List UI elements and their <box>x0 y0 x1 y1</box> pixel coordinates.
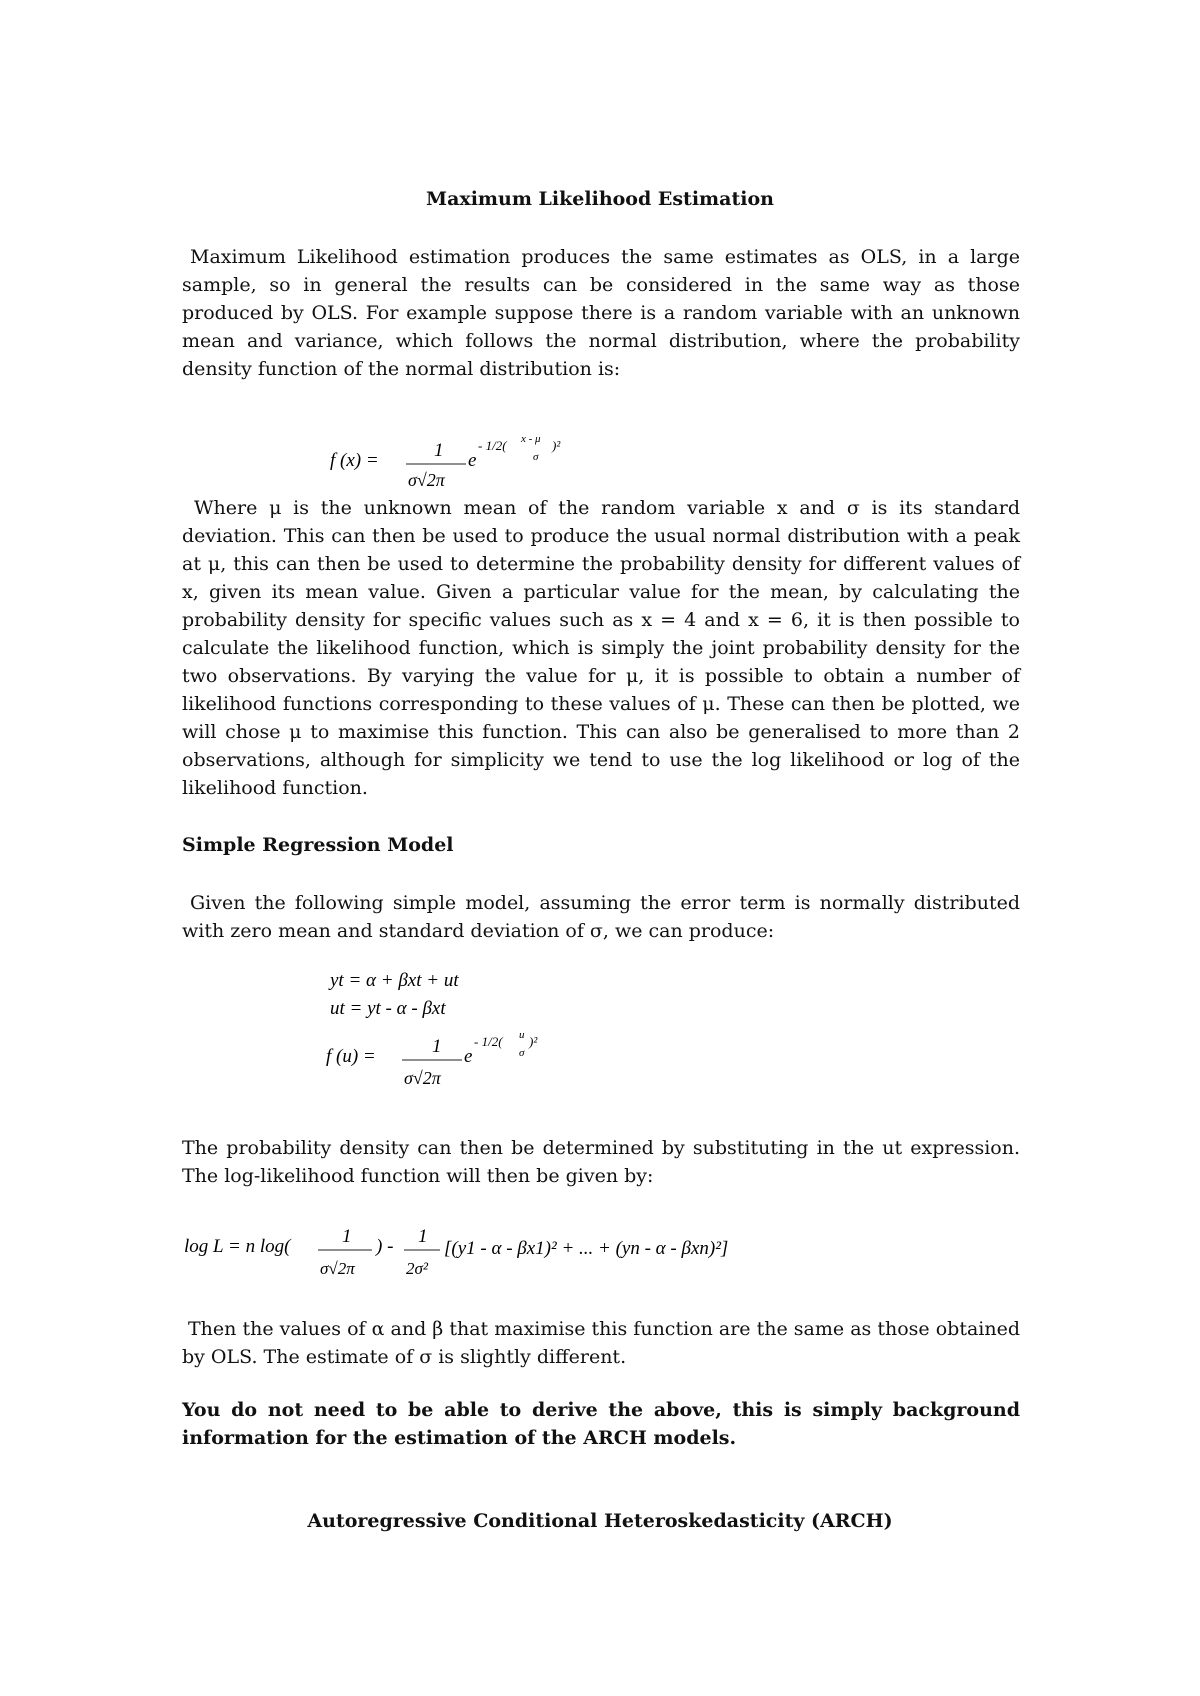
eq2-base: e <box>464 1046 473 1067</box>
ols-paragraph-text: Then the values of α and β that maximise this function are the same as those obtained by OLS. The estimate of σ is slightly different. <box>182 1318 1020 1368</box>
page-title: Maximum Likelihood Estimation <box>426 188 774 210</box>
eq2-exponent-denominator: σ <box>519 1047 525 1059</box>
normal-pdf-equation <box>330 428 590 492</box>
eq1-exponent-denominator: σ <box>533 451 539 463</box>
section-heading-simple-regression: Simple Regression Model <box>182 834 454 856</box>
eq1-numerator: 1 <box>434 440 444 461</box>
intro-paragraph-text: Maximum Likelihood estimation produces the same estimates as OLS, in a large sample, so in general the results can be considered in the same way as those produced by OLS. For example suppose there is a random variable with an unknown mean and variance, which follows the normal distribution, where the probability density function of the normal distribution is: <box>182 246 1020 380</box>
loglik-paragraph-text: The probability density can then be determined by substituting in the ut expression. The log-likelihood function will then be given by: <box>182 1137 1020 1187</box>
eq3-mid: ) - <box>376 1236 394 1257</box>
eq3-lhs: log L = n log( <box>184 1236 291 1257</box>
eq2-lhs3: f (u) = <box>326 1046 376 1067</box>
bold-note-text: You do not need to be able to derive the above, this is simply background information for the estimation of the ARCH models. <box>182 1399 1020 1449</box>
eq3-numerator1: 1 <box>342 1226 352 1247</box>
eq3-denominator1: σ√2π <box>320 1259 355 1278</box>
eq2-denominator: σ√2π <box>404 1068 441 1088</box>
eq1-exponent-numerator: x - μ <box>521 433 541 445</box>
section-heading-arch: Autoregressive Conditional Heteroskedasticity (ARCH) <box>307 1510 893 1532</box>
ols-paragraph <box>182 1315 1020 1371</box>
eq2-numerator: 1 <box>432 1036 442 1057</box>
eq3-numerator2: 1 <box>418 1226 428 1247</box>
log-likelihood-equation <box>182 1218 842 1288</box>
regression-heading-block <box>182 834 1020 856</box>
regression-paragraph <box>182 889 1020 945</box>
eq1-base: e <box>468 450 477 471</box>
eq1-denominator: σ√2π <box>408 470 445 490</box>
regression-equations <box>326 962 586 1102</box>
eq3-rest: [(y1 - α - βx1)² + ... + (yn - α - βxn)²] <box>444 1238 729 1259</box>
eq2-exponent: - 1/2( <box>474 1034 503 1049</box>
eq1-lhs: f (x) = <box>330 450 379 471</box>
eq1-exponent-close: )² <box>552 438 561 453</box>
intro-paragraph <box>182 243 1020 383</box>
eq2-exponent-close: )² <box>529 1034 538 1049</box>
likelihood-paragraph-text: Where μ is the unknown mean of the random variable x and σ is its standard deviation. This can then be used to produce the usual normal distribution with a peak at μ, this can then be used to determine the probability density for different values of x, given its mean value. Given a particular value for the mean, by calculating the probability density for specific values such as x = 4 and x = 6, it is then possible to calculate the likelihood function, which is simply the joint probability density for the two observations. By varying the value for μ, it is possible to obtain a number of likelihood functions corresponding to these values of μ. These can then be plotted, we will chose μ to maximise this function. This can also be generalised to more than 2 observations, although for simplicity we tend to use the log likelihood or log of the likelihood function. <box>182 497 1020 799</box>
eq2-line1: yt = α + βxt + ut <box>330 970 459 991</box>
regression-paragraph-text: Given the following simple model, assuming the error term is normally distributed with zero mean and standard deviation of σ, we can produce: <box>182 892 1020 942</box>
note-block <box>182 1396 1020 1452</box>
eq2-line2: ut = yt - α - βxt <box>330 998 446 1019</box>
eq2-exponent-numerator: u <box>519 1029 525 1041</box>
eq1-exponent: - 1/2( <box>478 438 507 453</box>
loglik-paragraph <box>182 1134 1020 1190</box>
likelihood-paragraph <box>182 494 1020 802</box>
eq3-denominator2: 2σ² <box>406 1259 428 1278</box>
